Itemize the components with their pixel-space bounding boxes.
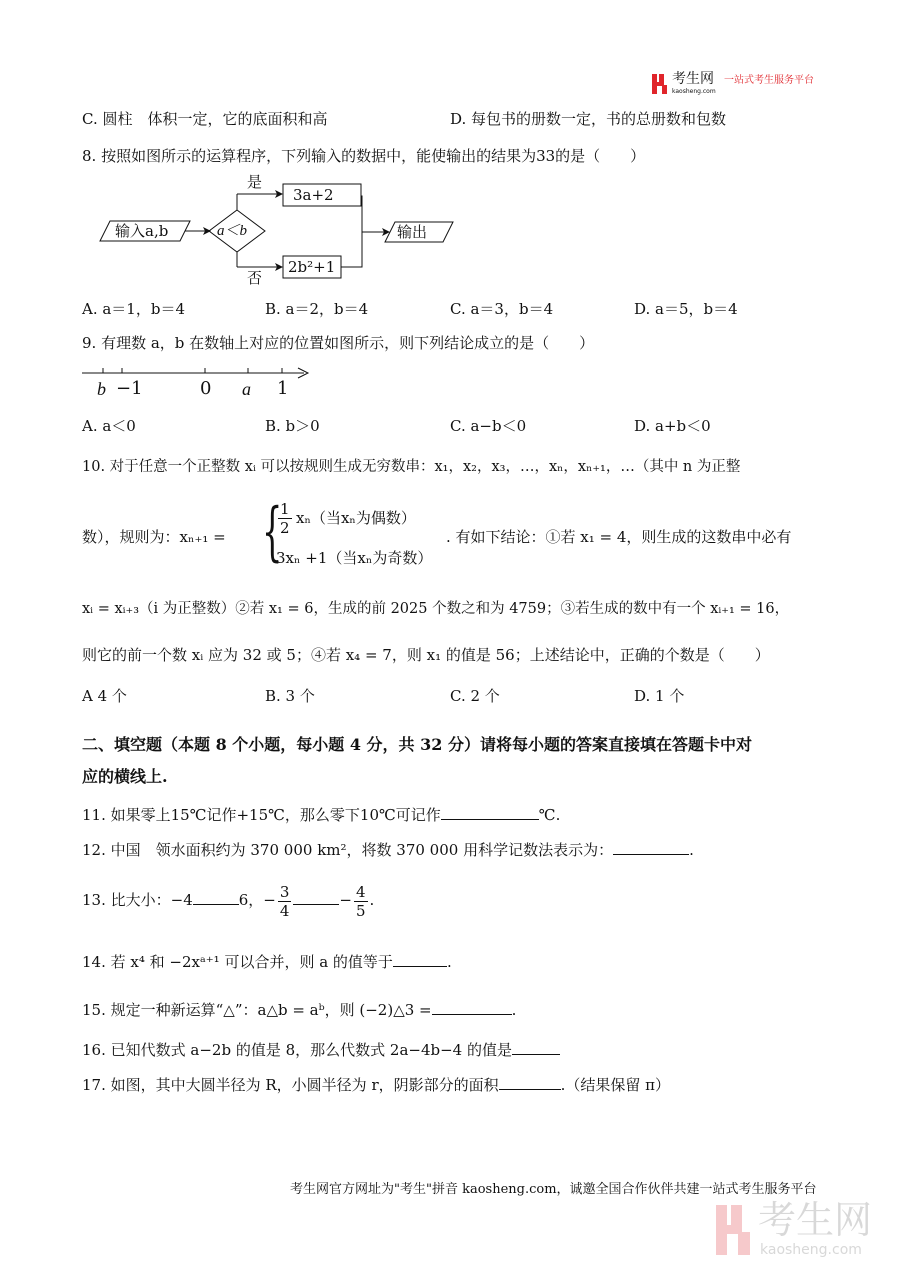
fraction-four-fifths: [354, 883, 368, 920]
q8-option-c: C. a＝3，b＝4: [450, 300, 554, 318]
q10-option-d: D. 1 个: [634, 687, 685, 705]
axis-label-one: 1: [277, 378, 289, 399]
q10-line-4: 则它的前一个数 xᵢ 应为 32 或 5；④若 x₄ = 7，则 x₁ 的值是 56；上述结论中，正确的个数是（ ）: [82, 646, 770, 664]
q10-option-a: A 4 个: [82, 687, 127, 705]
q13-answer-blank-1[interactable]: [193, 890, 239, 905]
q14: [82, 952, 452, 972]
q17-text: 17. 如图，其中大圆半径为 R，小圆半径为 r，阴影部分的面积: [82, 1076, 499, 1094]
q13-period: .: [369, 891, 375, 909]
q13: [82, 880, 374, 920]
watermark-url: kaosheng.com: [760, 1242, 862, 1258]
q10-line-2-prefix: 数），规则为：xₙ₊₁ =: [82, 528, 226, 546]
q7-option-d: D. 每包书的册数一定，书的总册数和包数: [450, 110, 727, 128]
q16: [82, 1040, 560, 1060]
case-even: xₙ（当xₙ为偶数）: [296, 509, 416, 527]
q9-stem: 9. 有理数 a，b 在数轴上对应的位置如图所示，则下列结论成立的是（ ）: [82, 334, 595, 352]
q14-answer-blank[interactable]: [393, 952, 447, 967]
q13-answer-blank-2[interactable]: [293, 890, 339, 905]
q12-period: .: [689, 841, 694, 859]
fraction-denominator: 5: [356, 901, 366, 920]
q12-answer-blank[interactable]: [613, 840, 689, 855]
flow-no-expression: 2b²+1: [288, 258, 336, 276]
q11: [82, 805, 560, 825]
q8-option-a: A. a＝1，b＝4: [82, 300, 186, 318]
q11-unit: ℃.: [538, 806, 561, 824]
flow-input-label: 输入a,b: [115, 222, 169, 240]
q8-stem: 8. 按照如图所示的运算程序，下列输入的数据中，能使输出的结果为33的是（ ）: [82, 147, 646, 165]
case-odd: 3xₙ +1（当xₙ为奇数）: [276, 549, 433, 567]
q13-minus: −: [339, 891, 352, 909]
fraction-numerator: 1: [280, 500, 290, 518]
q10-piecewise-rule: [262, 495, 433, 576]
q16-answer-blank[interactable]: [512, 1040, 560, 1055]
watermark-logo-icon: [716, 1205, 752, 1255]
q8-option-d: D. a＝5，b＝4: [634, 300, 738, 318]
fraction-one-half: [278, 500, 292, 537]
q10-option-b: B. 3 个: [265, 687, 315, 705]
q13-mid: 6，−: [238, 891, 276, 909]
fraction-numerator: 3: [279, 882, 290, 901]
q8-flowchart: [95, 170, 475, 290]
q11-answer-blank[interactable]: [441, 805, 539, 820]
flow-yes-label: 是: [247, 173, 263, 191]
q10-option-c: C. 2 个: [450, 687, 500, 705]
q9-option-b: B. b＞0: [265, 417, 320, 435]
q10-line-3: xᵢ = xᵢ₊₃（i 为正整数）②若 x₁ = 6，生成的前 2025 个数之和为 4759；③若生成的数中有一个 xᵢ₊₁ = 16，: [82, 601, 790, 617]
q14-text: 14. 若 x⁴ 和 −2xᵃ⁺¹ 可以合并，则 a 的值等于: [82, 953, 393, 971]
q15-text: 15. 规定一种新运算“△”：a△b = aᵇ，则 (−2)△3 =: [82, 1001, 432, 1019]
q9-option-d: D. a+b＜0: [634, 417, 711, 435]
section-2-heading: 二、填空题（本题 8 个小题，每小题 4 分，共 32 分）请将每小题的答案直接填在答题卡中对: [82, 735, 752, 754]
q9-option-a: A. a＜0: [82, 417, 136, 435]
q15-answer-blank[interactable]: [432, 1000, 512, 1015]
fraction-denominator: 2: [280, 519, 290, 537]
axis-label-b: b: [97, 379, 106, 399]
flow-no-label: 否: [247, 269, 263, 287]
q10-line-1: 10. 对于任意一个正整数 xᵢ 可以按规则生成无穷数串：x₁，x₂，x₃，…，xₙ，xₙ₊₁，…（其中 n 为正整: [82, 459, 741, 475]
q8-option-b: B. a＝2，b＝4: [265, 300, 369, 318]
brand-url: kaosheng.com: [672, 88, 716, 95]
q13-text: 13. 比大小：−4: [82, 891, 193, 909]
q10-line-2-suffix: . 有如下结论：①若 x₁ = 4，则生成的这数串中必有: [446, 528, 792, 546]
q12: [82, 840, 694, 860]
kaosheng-logo-icon: [652, 74, 670, 94]
axis-label-minus-one: −1: [116, 378, 143, 399]
q17: [82, 1075, 670, 1095]
brace-icon: {: [262, 495, 283, 569]
q11-text: 11. 如果零上15℃记作+15℃，那么零下10℃可记作: [82, 806, 441, 824]
flow-condition: a＜b: [217, 223, 248, 239]
q12-text: 12. 中国 领水面积约为 370 000 km²，将数 370 000 用科学记数法表示为：: [82, 841, 614, 859]
flow-yes-expression: 3a+2: [293, 186, 334, 204]
q15: [82, 1000, 516, 1020]
q14-period: .: [446, 953, 452, 971]
watermark-brand: 考生网: [758, 1198, 873, 1242]
q9-number-line: [82, 362, 322, 402]
axis-label-zero: 0: [200, 378, 212, 399]
q17-note: .（结果保留 π）: [560, 1076, 671, 1094]
footer-text: 考生网官方网址为"考生"拼音 kaosheng.com，诚邀全国合作伙伴共建一站式考生服务平台: [290, 1182, 817, 1197]
section-2-heading-cont: 应的横线上.: [82, 767, 168, 786]
footer-watermark: [716, 1198, 896, 1261]
fraction-denominator: 4: [279, 901, 290, 920]
fraction-numerator: 4: [356, 882, 366, 901]
brand-slogan: 一站式考生服务平台: [724, 75, 814, 86]
q17-answer-blank[interactable]: [499, 1075, 561, 1090]
q15-period: .: [511, 1001, 517, 1019]
q16-text: 16. 已知代数式 a−2b 的值是 8，那么代数式 2a−4b−4 的值是: [82, 1041, 512, 1059]
flow-output-label: 输出: [397, 223, 428, 241]
axis-label-a: a: [242, 379, 251, 399]
brand-name: 考生网: [672, 71, 714, 87]
fraction-three-quarters: [278, 883, 292, 920]
q9-option-c: C. a−b＜0: [450, 417, 527, 435]
q7-option-c: C. 圆柱 体积一定，它的底面积和高: [82, 110, 328, 128]
